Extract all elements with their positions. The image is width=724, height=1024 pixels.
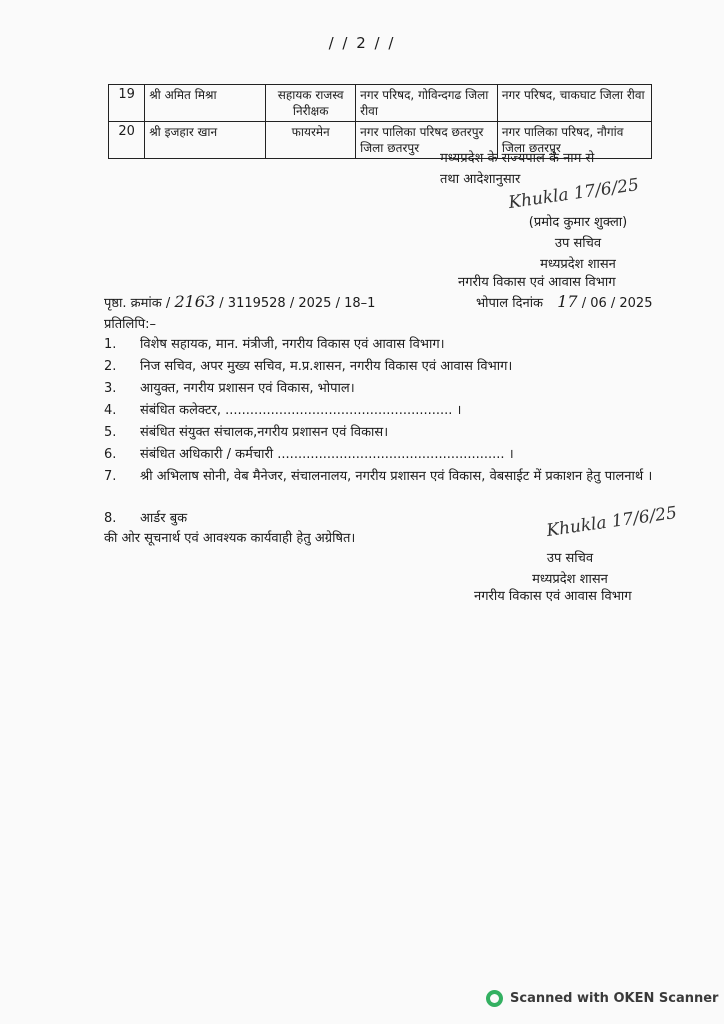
- copy-signatory-department: नगरीय विकास एवं आवास विभाग: [474, 589, 632, 604]
- memo-suffix: / 3119528 / 2025 / 18–1: [219, 296, 376, 311]
- date-suffix: / 06 / 2025: [581, 296, 653, 311]
- list-number: 5.: [104, 425, 117, 440]
- list-number: 8.: [104, 511, 117, 526]
- memo-number: [104, 292, 375, 311]
- table-row: [109, 85, 652, 122]
- serial-number: 19: [109, 85, 145, 122]
- list-text: आर्डर बुक: [140, 511, 188, 526]
- new-posting: नगर पालिका परिषद, नौगांव जिला छतरपुर: [497, 122, 651, 159]
- copy-signatory-government: मध्यप्रदेश शासन: [532, 572, 608, 587]
- handwritten-memo-number: 2163: [174, 292, 216, 311]
- signatory-designation: उप सचिव: [554, 236, 602, 251]
- page-number: / / 2 / /: [328, 34, 396, 52]
- list-number: 6.: [104, 447, 117, 462]
- signatory-name: (प्रमोद कुमार शुक्ला): [528, 215, 628, 230]
- list-text: निज सचिव, अपर मुख्य सचिव, म.प्र.शासन, नगरीय विकास एवं आवास विभाग।: [140, 359, 513, 374]
- order-line-2: तथा आदेशानुसार: [440, 172, 521, 187]
- list-number: 3.: [104, 381, 117, 396]
- serial-number: 20: [109, 122, 145, 159]
- list-number: 2.: [104, 359, 117, 374]
- memo-date: [476, 292, 652, 311]
- date-prefix: भोपाल दिनांक: [476, 296, 544, 311]
- employee-name: श्री अमित मिश्रा: [145, 85, 266, 122]
- signatory-department: नगरीय विकास एवं आवास विभाग: [458, 275, 616, 290]
- handwritten-day: 17: [557, 292, 578, 311]
- handwritten-signature: Khukla 17/6/25: [507, 174, 641, 214]
- handwritten-signature: Khukla 17/6/25: [545, 502, 679, 542]
- current-posting: नगर पालिका परिषद छतरपुर जिला छतरपुर: [356, 122, 498, 159]
- list-text: श्री अभिलाष सोनी, वेब मैनेजर, संचालनालय, नगरीय प्रशासन एवं विकास, वेबसाईट में प्रकाशन हेतु पालनार्थ ।: [140, 469, 653, 484]
- scanner-logo-icon: [486, 990, 503, 1007]
- list-number: 4.: [104, 403, 117, 418]
- closing-line: की ओर सूचनार्थ एवं आवश्यक कार्यवाही हेतु अग्रेषित।: [104, 531, 356, 546]
- new-posting: नगर परिषद, चाकघाट जिला रीवा: [497, 85, 651, 122]
- copy-signatory-block: [470, 548, 670, 590]
- employee-name: श्री इजहार खान: [145, 122, 266, 159]
- order-line-1: मध्यप्रदेश के राज्यपाल के नाम से: [440, 151, 595, 166]
- signatory-block: [478, 212, 678, 275]
- list-text: संबंधित संयुक्त संचालक,नगरीय प्रशासन एवं विकास।: [140, 425, 389, 440]
- memo-prefix: पृष्ठा. क्रमांक /: [104, 296, 171, 311]
- list-text: विशेष सहायक, मान. मंत्रीजी, नगरीय विकास एवं आवास विभाग।: [140, 337, 445, 352]
- current-posting: नगर परिषद, गोविन्दगढ जिला रीवा: [356, 85, 498, 122]
- list-number: 7.: [104, 469, 117, 484]
- list-text: संबंधित अधिकारी / कर्मचारी ....................................................... ।: [140, 447, 514, 462]
- employee-post: फायरमेन: [266, 122, 356, 159]
- employee-post: सहायक राजस्व निरीक्षक: [266, 85, 356, 122]
- list-number: 1.: [104, 337, 117, 352]
- scanner-text: Scanned with OKEN Scanner: [510, 991, 719, 1006]
- list-text: संबंधित कलेक्टर, ....................................................... ।: [140, 403, 462, 418]
- copy-to-heading: प्रतिलिपि:–: [104, 317, 156, 332]
- scanner-watermark: [486, 990, 718, 1007]
- signatory-government: मध्यप्रदेश शासन: [540, 257, 616, 272]
- copy-signatory-designation: उप सचिव: [546, 551, 594, 566]
- list-text: आयुक्त, नगरीय प्रशासन एवं विकास, भोपाल।: [140, 381, 355, 396]
